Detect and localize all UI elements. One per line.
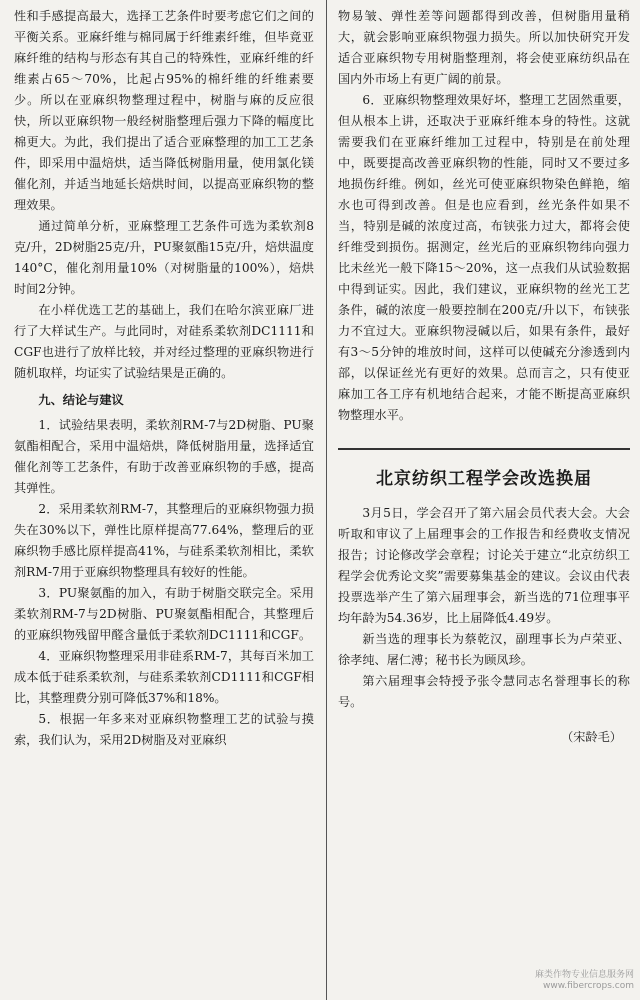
news-divider-rule [338,448,630,450]
news-paragraph-meeting: 3月5日，学会召开了第六届会员代表大会。大会听取和审议了上届理事会的工作报告和经费收支情况报告；讨论修改学会章程；讨论关于建立“北京纺织工程学会优秀论文奖”需要募集基金的建议。会议由代表投票选举产生了第六届理事会，新当选的71位理事平均年龄为54.36岁，比上届降低4.49岁。 [338,506,630,625]
column-divider [326,0,327,1000]
paragraph-trial-production: 在小样优选工艺的基础上，我们在哈尔滨亚麻厂进行了大样试生产。与此同时，对硅系柔软剂DC1111和CGF也进行了放样比较，并对经过整理的亚麻织物进行随机取样，均证实了试验结果是正确的。 [14,303,314,380]
news-byline: （宋龄毛） [561,730,622,744]
news-paragraph-honorary: 第六届理事会特授予张令慧同志名誉理事长的称号。 [338,674,630,709]
news-paragraph-officers: 新当选的理事长为蔡乾汉，副理事长为卢荣亚、徐孝纯、屠仁溥；秘书长为顾凤珍。 [338,632,630,667]
conclusion-item-1: 1．试验结果表明，柔软剂RM-7与2D树脂、PU聚氨酯相配合，采用中温焙烘，降低树脂用量，选择适宜催化剂等工艺条件，有助于改善亚麻织物的手感，提高其弹性。 [14,418,314,495]
conclusion-item-3: 3．PU聚氨酯的加入，有助于树脂交联完全。采用柔软剂RM-7与2D树脂、PU聚氨酯相配合，其整理后的亚麻织物残留甲醛含量低于柔软剂DC1111和CGF。 [14,586,314,642]
site-watermark [535,970,634,992]
conclusion-item-6: 6．亚麻织物整理效果好坏，整理工艺固然重要，但从根本上讲，还取决于亚麻纤维本身的特性。这就需要我们在亚麻纤维加工过程中，特别是在前处理中，既要提高改善亚麻织物的性能，同时又不要过多地损伤纤维。例如，丝光可使亚麻织物染色鲜艳，缩水也可得到改善。但是也应看到，丝光条件如果不当，特别是碱的浓度过高，布铗张力过大，都将会使纤维受到损伤。据测定，丝光后的亚麻织物纬向强力比未丝光一般下降15～20%，这一点我们从试验数据中得到证实。因此，我们建议，亚麻织物的丝光工艺条件，碱的浓度一般要控制在200克/升以下，布铗张力不宜过大。亚麻织物浸碱以后，如果有条件，最好有3～5分钟的堆放时间，这样可以使碱充分渗透到内部，以保证丝光有更好的效果。总而言之，只有使亚麻加工各工序有机地结合起来，才能不断提高亚麻织物整理水平。 [338,93,630,422]
right-column [338,6,630,996]
paragraph-finishing-analysis: 性和手感提高最大，选择工艺条件时要考虑它们之间的平衡关系。亚麻纤维与棉同属于纤维素纤维，但毕竟亚麻纤维的结构与形态有其自己的特殊性，亚麻纤维的纤维素占65～70%，比起占95%的棉纤维的纤维素要少。所以在亚麻织物整理过程中，树脂与麻的反应很快，所以亚麻织物一般经树脂整理后强力下降的幅度比棉更大。为此，我们提出了适合亚麻整理的加工工艺条件，即采用中温焙烘，适当降低树脂用量，使用氯化镁催化剂，并适当地延长焙烘时间，以提高亚麻织物的整理效果。 [14,9,314,212]
paragraph-process-conditions: 通过简单分析，亚麻整理工艺条件可选为柔软剂8克/升，2D树脂25克/升，PU聚氨酯15克/升，焙烘温度140°C，催化剂用量10%（对树脂量的100%），焙烘时间2分钟。 [14,219,314,296]
conclusion-item-5: 5．根据一年多来对亚麻织物整理工艺的试验与摸索，我们认为，采用2D树脂及对亚麻织 [14,712,314,747]
conclusion-item-2: 2．采用柔软剂RM-7，其整理后的亚麻织物强力损失在30%以下，弹性比原样提高77.64%，整理后的亚麻织物手感比原样提高41%，与硅系柔软剂相比，柔软剂RM-7用于亚麻织物整理具有较好的性能。 [14,502,314,579]
news-headline: 北京纺织工程学会改选换届 [376,469,592,489]
left-column [14,6,314,996]
watermark-line-1: 麻类作物专业信息服务网 [534,970,634,980]
conclusion-item-4: 4．亚麻织物整理采用非硅系RM-7，其每百米加工成本低于硅系柔软剂，与硅系柔软剂CD1111和CGF相比，其整理费分别可降低37%和18%。 [14,649,314,705]
paragraph-continued: 物易皱、弹性差等问题都得到改善，但树脂用量稍大，就会影响亚麻织物强力损失。所以加快研究开发适合亚麻织物专用树脂整理剂，将会使亚麻纺织品在国内外市场上有更广阔的前景。 [338,9,630,86]
watermark-line-2: www.fibercrops.com [543,981,634,991]
section-heading-conclusions: 九、结论与建议 [38,393,124,407]
